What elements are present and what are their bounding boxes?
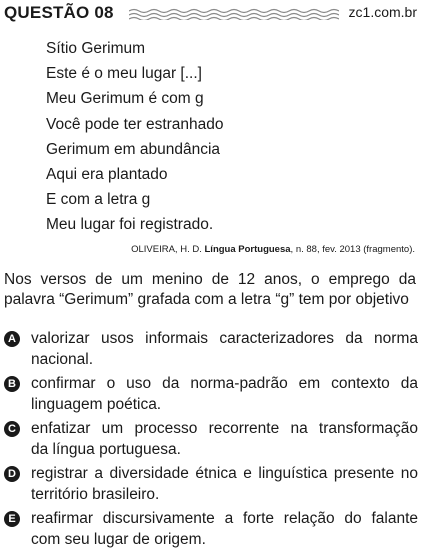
alternative-e[interactable] (4, 508, 418, 550)
question-header (4, 2, 419, 24)
poem-line: Meu Gerimum é com g (46, 90, 204, 108)
question-stem (4, 270, 416, 310)
poem-line: E com a letra g (46, 191, 151, 209)
alternative-d[interactable] (4, 463, 418, 505)
poem (46, 36, 224, 238)
alternative-c[interactable] (4, 418, 418, 460)
letter-c-icon: C (4, 421, 20, 437)
alternative-text: registrar a diversidade étnica e linguística presente no (31, 465, 418, 482)
poem-line: Gerimum em abundância (46, 140, 221, 158)
alternative-text: linguagem poética. (31, 396, 162, 413)
letter-e-icon: E (4, 511, 20, 527)
alternative-text: território brasileiro. (31, 486, 160, 503)
alternative-text: reafirmar discursivamente a forte relação do falante (31, 510, 418, 527)
alternatives-list (4, 328, 418, 553)
alternative-text: com seu lugar de origem. (31, 531, 206, 548)
poem-line: Você pode ter estranhado (46, 115, 224, 133)
alternative-b[interactable] (4, 373, 418, 415)
letter-d-icon: D (4, 466, 20, 482)
alternative-text: enfatizar um processo recorrente na transformação (31, 420, 418, 437)
letter-a-icon: A (4, 331, 20, 347)
citation-details: , n. 88, fev. 2013 (fragmento). (290, 244, 415, 255)
citation (131, 244, 415, 255)
stem-line: Nos versos de um menino de 12 anos, o emprego da (4, 271, 416, 288)
alternative-text: nacional. (31, 351, 94, 368)
citation-author: OLIVEIRA, H. D. (131, 244, 205, 255)
letter-b-icon: B (4, 376, 20, 392)
site-url: zc1.com.br (348, 4, 417, 20)
alternative-text: da língua portuguesa. (31, 441, 181, 458)
poem-line: Meu lugar foi registrado. (46, 216, 214, 234)
poem-line: Aqui era plantado (46, 166, 168, 184)
poem-line: Este é o meu lugar [...] (46, 65, 202, 83)
alternative-a[interactable] (4, 328, 418, 370)
stem-line: palavra “Gerimum” grafada com a letra “g” tem por objetivo (4, 291, 409, 308)
wave-decoration (129, 8, 339, 20)
alternative-text: valorizar usos informais caracterizadores da norma (31, 330, 418, 347)
citation-source: Língua Portuguesa (204, 244, 291, 255)
poem-line: Sítio Gerimum (46, 40, 146, 57)
alternative-text: confirmar o uso da norma-padrão em contexto da (31, 375, 418, 392)
question-title: QUESTÃO 08 (4, 3, 114, 22)
